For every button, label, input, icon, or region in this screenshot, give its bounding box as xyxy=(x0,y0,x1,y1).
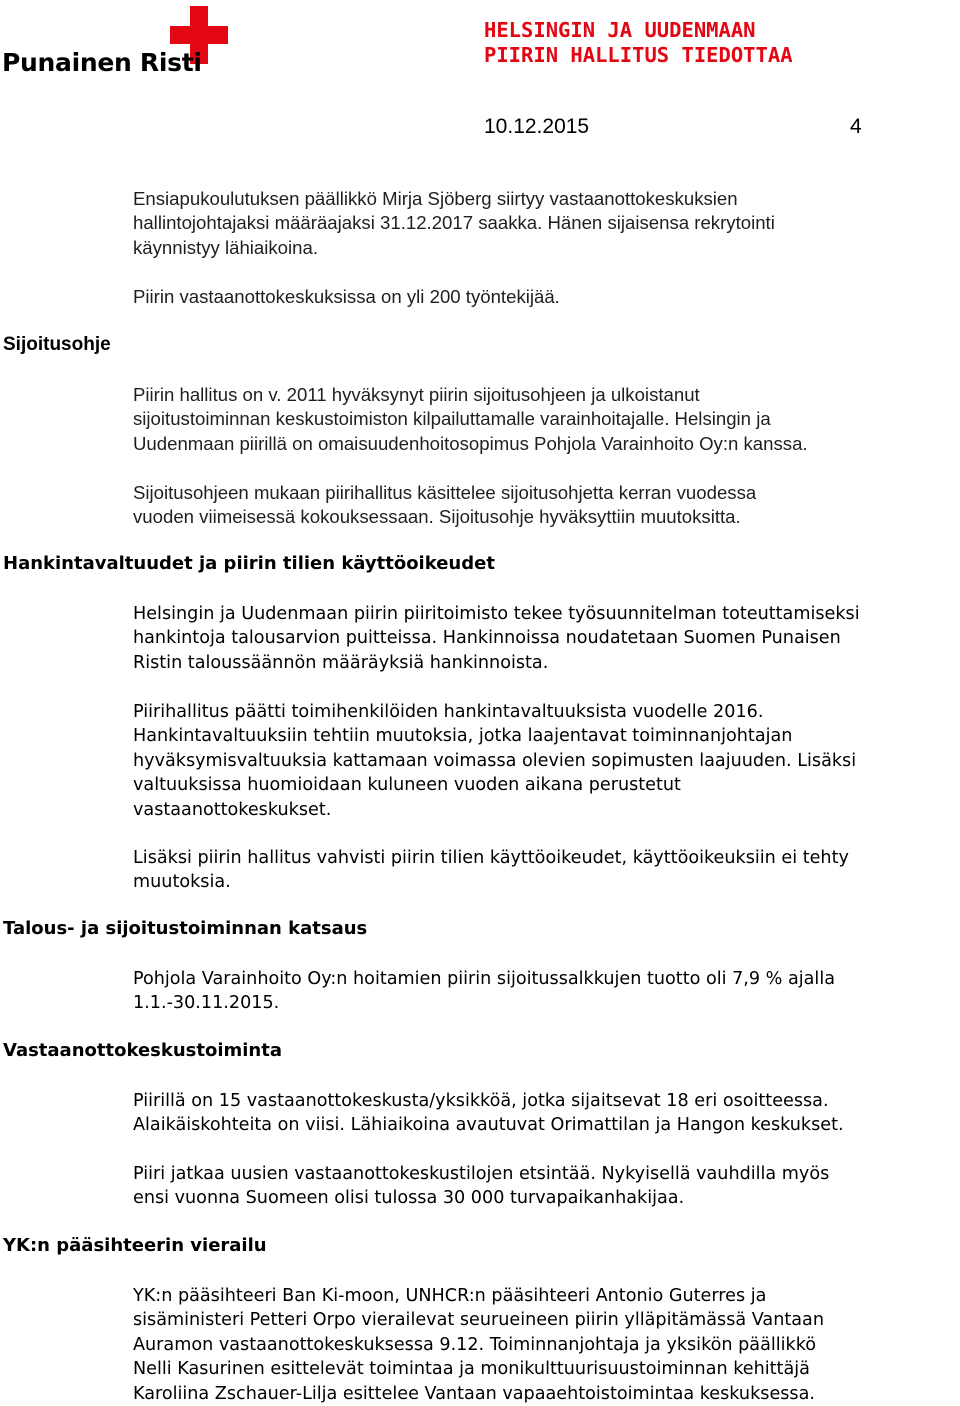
section-heading-hankinta: Hankintavaltuudet ja piirin tilien käyttöoikeudet xyxy=(3,553,495,574)
sijoitusohje-paragraph-1: Piirin hallitus on v. 2011 hyväksynyt piirin sijoitusohjeen ja ulkoistanut sijoitustoiminnan keskustoimiston kilpailuttamalle varainhoitajalle. Helsingin ja Uudenmaan piirillä on omaisuudenhoitosopimus Pohjola Varainhoito Oy:n kanssa. xyxy=(133,384,808,454)
intro-paragraph-1: Ensiapukoulutuksen päällikkö Mirja Sjöberg siirtyy vastaanottokeskuksien hallintojohtajaksi määräajaksi 31.12.2017 saakka. Hänen sijaisensa rekrytointi käynnistyy lähiaikoina. xyxy=(133,188,775,258)
section-heading-yk: YK:n pääsihteerin vierailu xyxy=(3,1235,267,1256)
document-date: 10.12.2015 xyxy=(484,115,590,138)
logo-text: Punainen Risti xyxy=(2,48,202,77)
vastaanotto-paragraph-2: Piiri jatkaa uusien vastaanottokeskustilojen etsintää. Nykyisellä vauhdilla myös ensi vuonna Suomeen olisi tulossa 30 000 turvapaikanhakijaa. xyxy=(133,1164,830,1209)
page-number: 4 xyxy=(850,115,862,138)
sijoitusohje-paragraph-2: Sijoitusohjeen mukaan piirihallitus käsittelee sijoitusohjetta kerran vuodessa vuoden viimeisessä kokouksessaan. Sijoitusohje hyväksyttiin muutoksitta. xyxy=(133,482,757,528)
vastaanotto-paragraph-1: Piirillä on 15 vastaanottokeskusta/yksikköä, jotka sijaitsevat 18 eri osoitteessa. Alaikäiskohteita on viisi. Lähiaikoina avautuvat Orimattilan ja Hangon keskukset. xyxy=(133,1091,844,1136)
section-heading-talous: Talous- ja sijoitustoiminnan katsaus xyxy=(3,918,368,939)
intro-paragraph-2: Piirin vastaanottokeskuksissa on yli 200 työntekijää. xyxy=(133,286,560,307)
hankinta-paragraph-2: Piirihallitus päätti toimihenkilöiden hankintavaltuuksista vuodelle 2016. Hankintavaltuuksiin tehtiin muutoksia, jotka laajentavat toiminnanjohtajan hyväksymisvaltuuksia kattamaan voimassa olevien sopimusten laajuuden. Lisäksi valtuuksissa huomioidaan kuluneen vuoden aikana perustetut vastaanottokeskukset. xyxy=(133,702,857,820)
org-title-line1: HELSINGIN JA UUDENMAAN xyxy=(484,18,756,42)
yk-paragraph-1: YK:n pääsihteeri Ban Ki-moon, UNHCR:n pääsihteeri Antonio Guterres ja sisäministeri Petteri Orpo vierailevat seurueineen piirin ylläpitämässä Vantaan Auramon vastaanottokeskuksessa 9.12. Toiminnanjohtaja ja yksikön päällikkö Nelli Kasurinen esittelevät toimintaa ja monikulttuurisuustoiminnan kehittäjä Karoliina Zschauer-Lilja esittelee Vantaan vapaaehtoistoimintaa keskuksessa. xyxy=(133,1286,824,1404)
org-title xyxy=(484,18,793,68)
hankinta-paragraph-1: Helsingin ja Uudenmaan piirin piiritoimisto tekee työsuunnitelman toteuttamiseksi hankintoja talousarvion puitteissa. Hankinnoissa noudatetaan Suomen Punaisen Ristin taloussäännön määräyksiä hankinnoista. xyxy=(133,604,860,673)
org-title-line2: PIIRIN HALLITUS TIEDOTTAA xyxy=(484,43,793,67)
hankinta-paragraph-3: Lisäksi piirin hallitus vahvisti piirin tilien käyttöoikeudet, käyttöoikeuksiin ei tehty muutoksia. xyxy=(133,848,849,893)
talous-paragraph-1: Pohjola Varainhoito Oy:n hoitamien piirin sijoitussalkkujen tuotto oli 7,9 % ajalla 1.1.-30.11.2015. xyxy=(133,969,835,1014)
section-heading-sijoitusohje: Sijoitusohje xyxy=(3,334,111,355)
section-heading-vastaanotto: Vastaanottokeskustoiminta xyxy=(3,1040,282,1061)
